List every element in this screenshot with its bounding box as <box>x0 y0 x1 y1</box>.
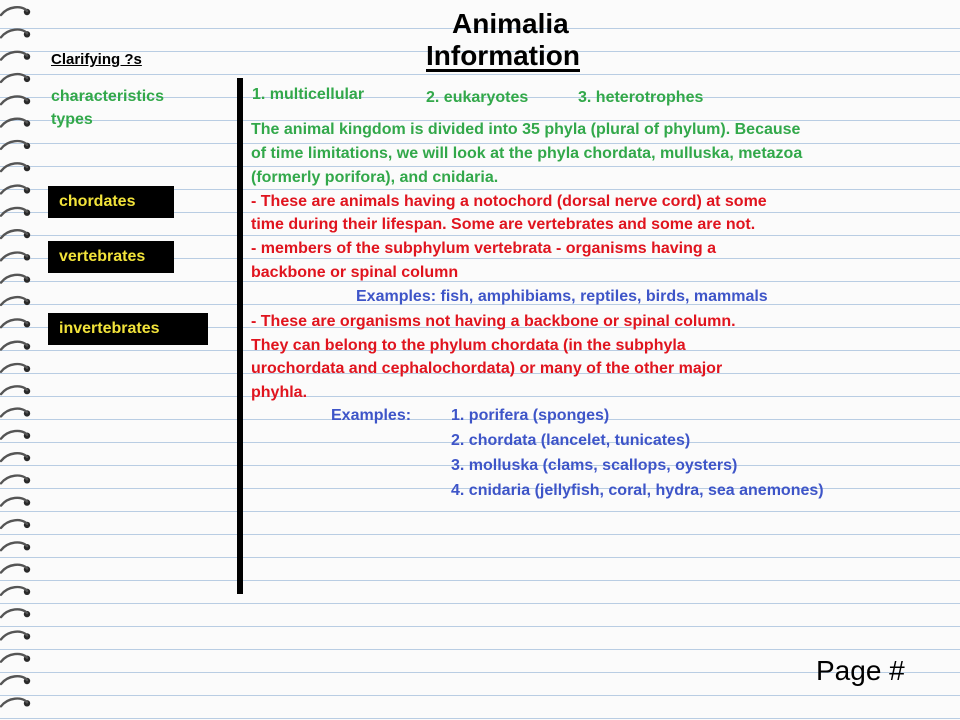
spiral-ring <box>1 676 30 684</box>
characteristic-2: 2. eukaryotes <box>426 89 529 106</box>
invertebrate-example-1: 1. porifera (sponges) <box>451 407 610 424</box>
spiral-ring <box>1 409 30 417</box>
notebook-spiral-binding <box>0 0 36 720</box>
intro-line-1: The animal kingdom is divided into 35 phyla (plural of phylum). Because <box>251 121 801 138</box>
spiral-ring <box>1 163 30 171</box>
chordates-def-line-1: - These are animals having a notochord (dorsal nerve cord) at some <box>251 193 767 210</box>
label-chordates: chordates <box>48 186 174 218</box>
spiral-ring <box>1 319 30 327</box>
note-types: types <box>51 111 93 128</box>
invertebrates-def-line-1: - These are organisms not having a backbone or spinal column. <box>251 313 736 330</box>
spiral-ring <box>1 186 30 194</box>
spiral-ring <box>1 52 30 60</box>
clarifying-questions-header: Clarifying ?s <box>51 51 142 68</box>
label-invertebrates: invertebrates <box>48 313 208 345</box>
label-vertebrates: vertebrates <box>48 241 174 273</box>
spiral-ring <box>1 587 30 595</box>
spiral-ring <box>1 7 30 15</box>
spiral-ring <box>1 453 30 461</box>
page-title-line2: Information <box>426 40 580 71</box>
characteristic-1: 1. multicellular <box>252 86 365 103</box>
spiral-ring <box>1 342 30 350</box>
spiral-ring <box>1 30 30 38</box>
spiral-ring <box>1 542 30 550</box>
spiral-ring <box>1 119 30 127</box>
spiral-ring <box>1 74 30 82</box>
spiral-ring <box>1 208 30 216</box>
vertebrates-def-line-1: - members of the subphylum vertebrata - organisms having a <box>251 240 716 257</box>
invertebrate-example-2: 2. chordata (lancelet, tunicates) <box>451 432 691 449</box>
spiral-ring <box>1 498 30 506</box>
intro-line-2: of time limitations, we will look at the phyla chordata, mulluska, metazoa <box>251 145 803 162</box>
spiral-ring <box>1 699 30 707</box>
spiral-ring <box>1 141 30 149</box>
page-number: Page # <box>816 655 905 686</box>
spiral-ring <box>1 632 30 640</box>
spiral-ring <box>1 230 30 238</box>
invertebrates-examples-label: Examples: <box>331 407 412 424</box>
intro-line-3: (formerly porifora), and cnidaria. <box>251 169 499 186</box>
invertebrates-def-line-3: urochordata and cephalochordata) or many of the other major <box>251 360 723 377</box>
characteristic-3: 3. heterotrophes <box>578 89 704 106</box>
vertebrates-examples: Examples: fish, amphibiams, reptiles, birds, mammals <box>356 288 768 305</box>
vertebrates-def-line-2: backbone or spinal column <box>251 264 459 281</box>
spiral-ring <box>1 386 30 394</box>
invertebrates-def-line-2: They can belong to the phylum chordata (in the subphyla <box>251 337 686 354</box>
note-characteristics: characteristics <box>51 88 164 105</box>
spiral-ring <box>1 364 30 372</box>
chordates-def-line-2: time during their lifespan. Some are vertebrates and some are not. <box>251 216 756 233</box>
invertebrates-def-line-4: phyhla. <box>251 384 308 401</box>
spiral-ring <box>1 253 30 261</box>
invertebrate-example-3: 3. molluska (clams, scallops, oysters) <box>451 457 738 474</box>
spiral-ring <box>1 520 30 528</box>
page-title-line1: Animalia <box>452 8 569 39</box>
spiral-ring <box>1 275 30 283</box>
column-divider <box>237 78 243 594</box>
spiral-ring <box>1 297 30 305</box>
spiral-ring <box>1 96 30 104</box>
spiral-ring <box>1 476 30 484</box>
spiral-ring <box>1 431 30 439</box>
spiral-ring <box>1 565 30 573</box>
invertebrate-example-4: 4. cnidaria (jellyfish, coral, hydra, sea anemones) <box>451 482 824 499</box>
spiral-ring <box>1 609 30 617</box>
spiral-ring <box>1 654 30 662</box>
